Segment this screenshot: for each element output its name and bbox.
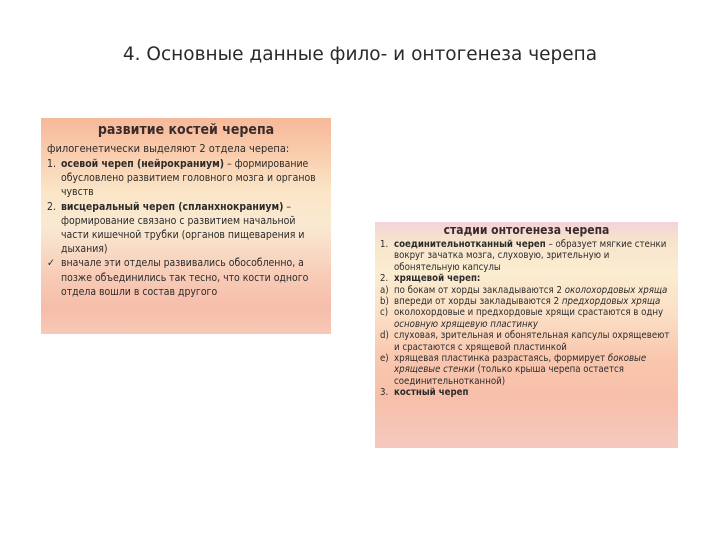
stage-item xyxy=(380,387,673,398)
item-letter: c) xyxy=(380,307,389,319)
sub-tail: (только крыша черепа остается соединительнотканной) xyxy=(394,364,624,387)
checkmark-icon: ✓ xyxy=(47,257,55,270)
sub-item xyxy=(380,353,673,387)
list-item xyxy=(47,157,325,200)
slide-title: 4. Основные данные фило- и онтогенеза черепа xyxy=(122,44,598,65)
sub-term: основную хрящевую пластинку xyxy=(394,318,539,330)
item-text: – формирование обусловлено развитием головного мозга и органов чувств xyxy=(61,158,316,199)
item-number: 2. xyxy=(380,273,389,285)
sub-text: впереди от хорды закладываются 2 xyxy=(394,296,562,308)
item-number: 3. xyxy=(380,387,389,399)
stage-text: – образует мягкие стенки вокруг зачатка мозга, слуховую, зрительную и обонятельную капсулы xyxy=(394,239,667,273)
item-letter: e) xyxy=(380,353,389,365)
sub-text: по бокам от хорды закладываются 2 xyxy=(394,284,565,296)
sub-text: хрящевая пластинка разрастаясь, формирует xyxy=(394,353,608,365)
item-letter: a) xyxy=(380,284,389,296)
panel-heading: стадии онтогенеза черепа xyxy=(443,223,610,237)
item-term: осевой череп (нейрокраниум) xyxy=(61,158,225,170)
item-text: – формирование связано с развитием начальной части кишечной трубки (органов пищеварения и дыхания) xyxy=(61,200,305,256)
ontogenesis-stages-panel xyxy=(375,222,678,448)
sub-item xyxy=(380,307,673,330)
note-item xyxy=(47,256,325,299)
panel-intro: филогенетически выделяют 2 отдела черепа: xyxy=(47,142,290,155)
sub-term: околохордовых хряща xyxy=(564,284,668,296)
stage-term: костный череп xyxy=(394,387,469,399)
stage-item xyxy=(380,273,673,284)
item-letter: d) xyxy=(380,330,389,342)
sub-text: слуховая, зрительная и обонятельная капсулы охрящевеют и срастаются с хрящевой пластинкой xyxy=(394,330,670,353)
stage-item xyxy=(380,239,673,273)
stage-term: соединительнотканный череп xyxy=(394,239,546,250)
panel-heading: развитие костей черепа xyxy=(97,122,275,138)
item-letter: b) xyxy=(380,296,389,308)
item-term: висцеральный череп (спланхнокраниум) xyxy=(61,200,284,213)
bone-development-panel xyxy=(41,118,331,334)
list-item xyxy=(47,200,325,257)
sub-item xyxy=(380,330,673,353)
sub-term: боковые хрящевые стенки xyxy=(394,353,647,376)
note-text: вначале эти отделы развивались обособленно, а позже объединились так тесно, что кости одного отдела вошли в состав другого xyxy=(61,257,309,298)
item-number: 1. xyxy=(47,158,56,170)
sub-item xyxy=(380,296,673,307)
item-number: 1. xyxy=(380,239,389,250)
item-number: 2. xyxy=(47,200,56,213)
sub-term: предхордовых хряща xyxy=(561,296,661,308)
stage-term: хрящевой череп: xyxy=(394,273,481,285)
sub-item xyxy=(380,285,673,296)
sub-text: околохордовые и предхордовые хрящи срастаются в одну xyxy=(394,307,664,319)
